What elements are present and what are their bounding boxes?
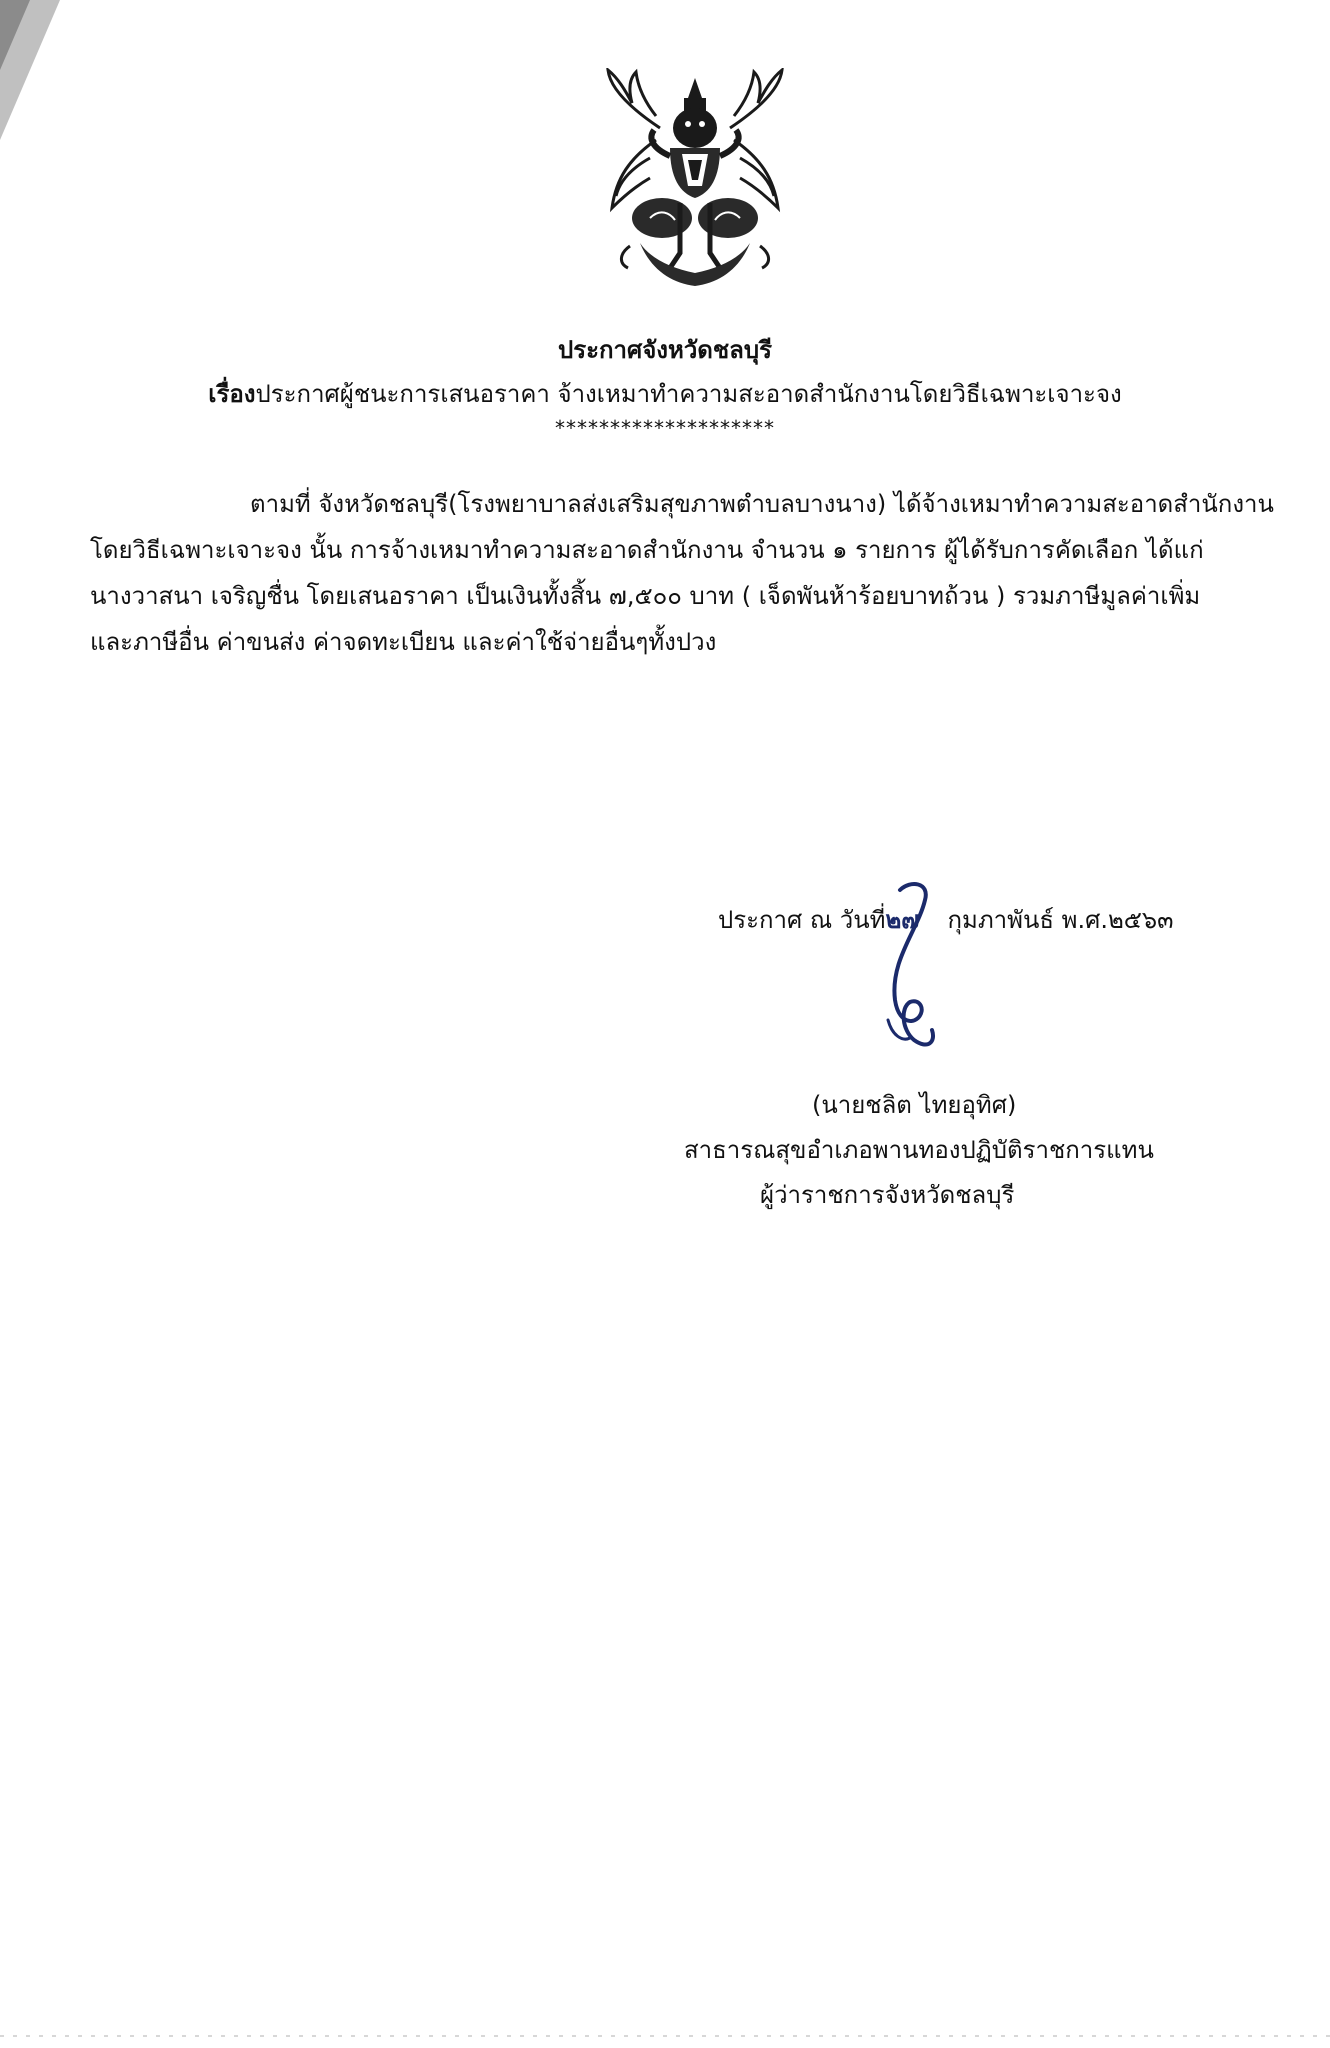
date-prefix: ประกาศ ณ วันที่ — [718, 906, 886, 934]
subject-text: ประกาศผู้ชนะการเสนอราคา จ้างเหมาทำความสะอาดสำนักงานโดยวิธีเฉพาะเจาะจง — [255, 380, 1122, 408]
scan-edge-noise — [0, 2030, 1330, 2042]
garuda-emblem-icon — [590, 68, 800, 288]
subject-line — [0, 374, 1330, 413]
signatory-position: สาธารณสุขอำเภอพานทองปฏิบัติราชการแทน — [684, 1136, 1154, 1164]
separator-stars: ******************** — [555, 416, 775, 440]
body-line: ตามที่ จังหวัดชลบุรี(โรงพยาบาลส่งเสริมสุขภาพตำบลบางนาง) ได้จ้างเหมาทำความสะอาดสำนักงาน — [250, 490, 1274, 518]
body-line: นางวาสนา เจริญชื่น โดยเสนอราคา เป็นเงินทั้งสิ้น ๗,๕๐๐ บาท ( เจ็ดพันห้าร้อยบาทถ้วน ) รวมภาษีมูลค่าเพิ่ม — [90, 582, 1201, 610]
body-line: โดยวิธีเฉพาะเจาะจง นั้น การจ้างเหมาทำความสะอาดสำนักงาน จำนวน ๑ รายการ ผู้ได้รับการคัดเลือก ได้แก่ — [90, 536, 1204, 564]
body-line: และภาษีอื่น ค่าขนส่ง ค่าจดทะเบียน และค่าใช้จ่ายอื่นๆทั้งปวง — [90, 628, 717, 656]
subject-label: เรื่อง — [208, 380, 256, 408]
handwritten-signature — [870, 870, 960, 1085]
signatory-position-2: ผู้ว่าราชการจังหวัดชลบุรี — [760, 1181, 1015, 1209]
date-day: ๒๗ — [885, 906, 920, 934]
signatory-name: (นายชลิต ไทยอุทิศ) — [812, 1091, 1017, 1119]
scan-corner-shadow — [0, 0, 60, 140]
date-suffix: กุมภาพันธ์ พ.ศ.๒๕๖๓ — [947, 906, 1174, 934]
document-title: ประกาศจังหวัดชลบุรี — [557, 336, 773, 364]
